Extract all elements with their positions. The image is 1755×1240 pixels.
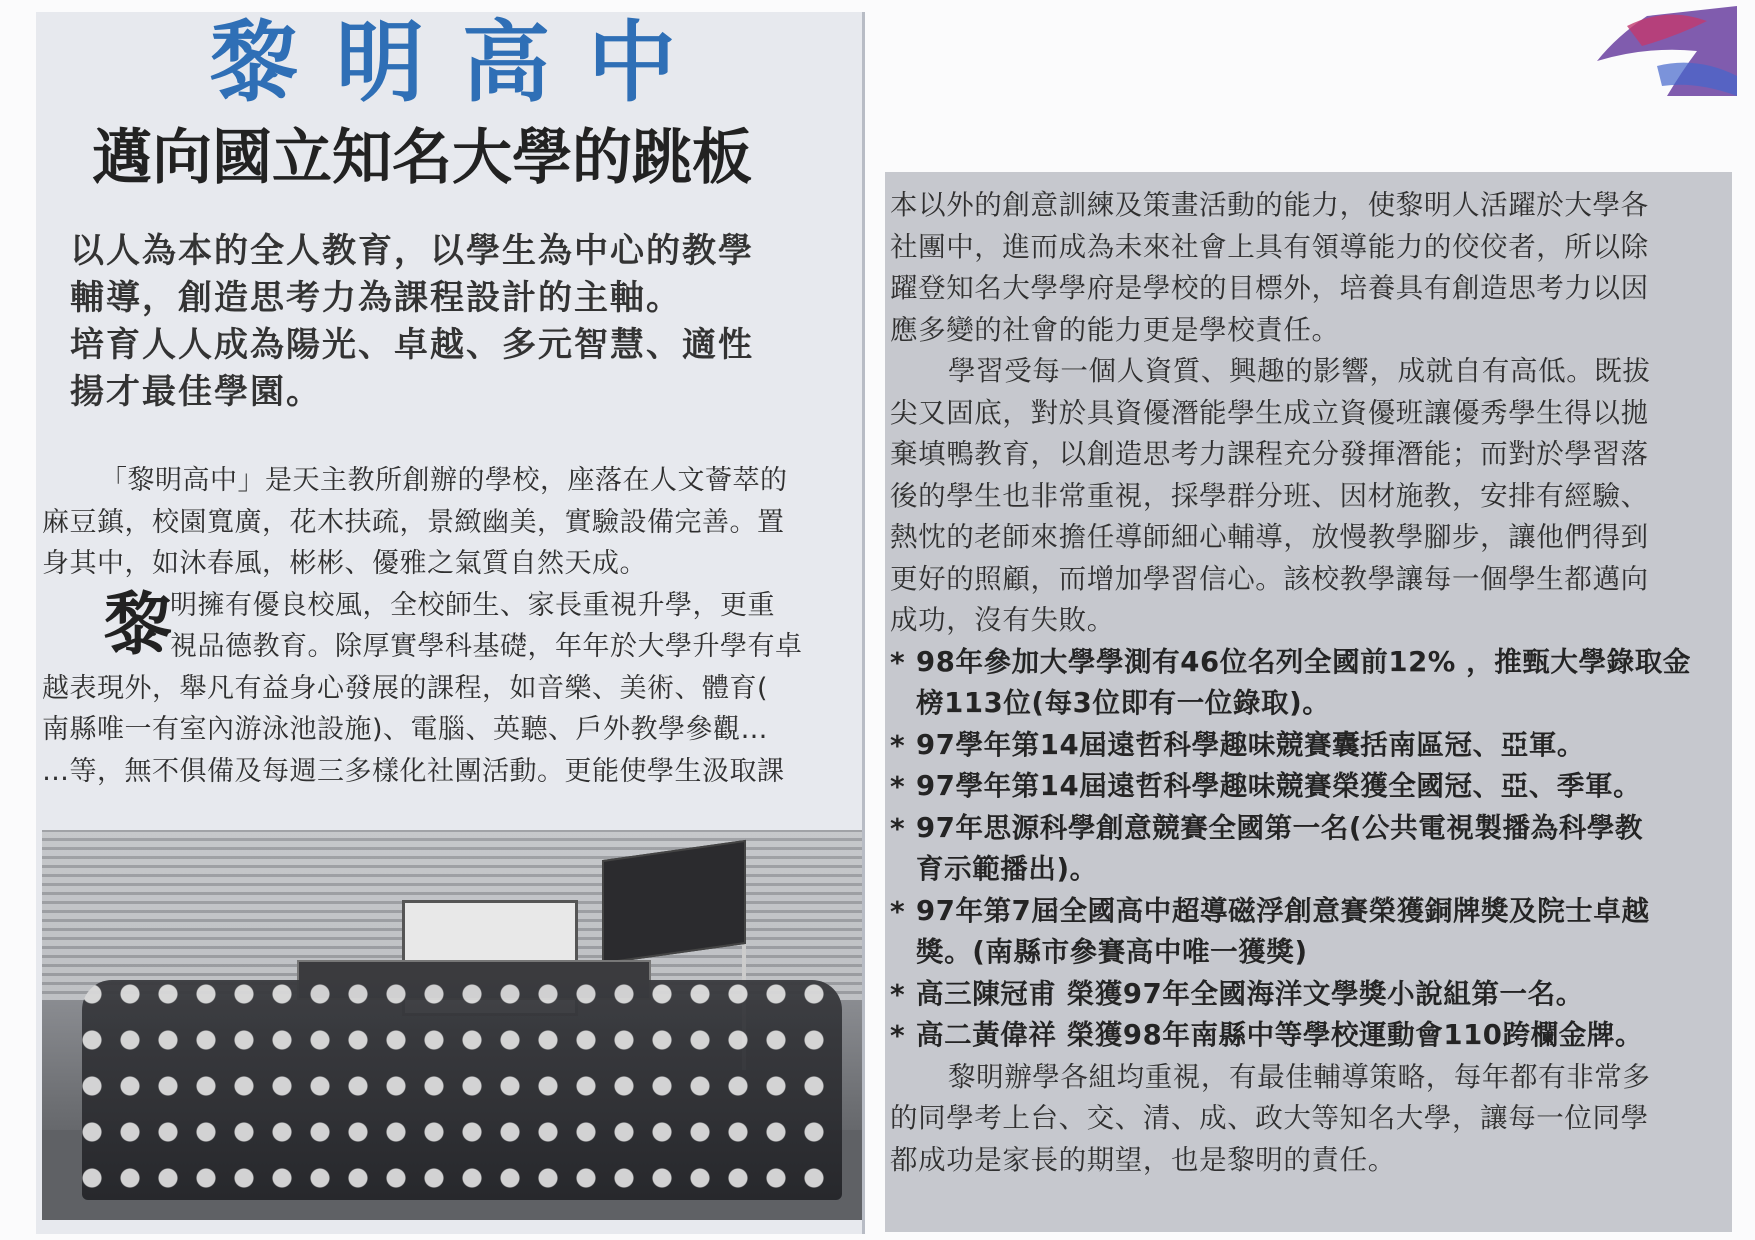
list-item-line: 97學年第14屆遠哲科學趣味競賽榮獲全國冠、亞、季軍。 bbox=[916, 770, 1642, 802]
dropcap-paragraph bbox=[42, 585, 862, 668]
article-line: 本以外的創意訓練及策畫活動的能力，使黎明人活躍於大學各 bbox=[890, 189, 1649, 221]
student-group bbox=[82, 980, 842, 1200]
article-line: 社團中，進而成為未來社會上具有領導能力的佼佼者，所以除 bbox=[890, 230, 1649, 263]
article-line: 南縣唯一有室內游泳池設施)、電腦、英聽、戶外教學參觀… bbox=[42, 714, 769, 745]
article-line: 應多變的社會的能力更是學校責任。 bbox=[890, 313, 1340, 346]
article-line: 「黎明高中」是天主教所創辦的學校，座落在人文薈萃的 bbox=[100, 465, 788, 496]
list-item bbox=[890, 891, 1730, 974]
achievement-list bbox=[890, 642, 1730, 1057]
list-item-line: 98年參加大學學測有46位名列全國前12% ，推甄大學錄取金 bbox=[916, 645, 1691, 678]
article-line: 麻豆鎮，校園寬廣，花木扶疏，景緻幽美，實驗設備完善。置 bbox=[42, 506, 785, 538]
article-line: 棄填鴨教育，以創造思考力課程充分發揮潛能；而對於學習落 bbox=[890, 438, 1649, 470]
bullet-mark: * bbox=[890, 894, 906, 928]
list-item bbox=[890, 974, 1730, 1016]
list-item-line: 97年思源科學創意競賽全國第一名(公共電視製播為科學教 bbox=[916, 811, 1644, 844]
list-item-line: 榜113位(每3位即有一位錄取)。 bbox=[916, 687, 1331, 719]
article-line: 躍登知名大學學府是學校的目標外，培養具有創造思考力以因 bbox=[890, 272, 1649, 304]
motto-line: 揚才最佳學園。 bbox=[70, 372, 322, 412]
article-line: …等，無不俱備及每週三多樣化社團活動。更能使學生汲取課 bbox=[42, 755, 785, 787]
bullet-mark: * bbox=[890, 977, 906, 1011]
masthead-title: 黎明高中 bbox=[210, 10, 715, 114]
dropcap: 黎 bbox=[104, 584, 173, 665]
list-item bbox=[890, 1015, 1730, 1057]
bullet-mark: * bbox=[890, 728, 906, 762]
group-photo bbox=[42, 830, 862, 1220]
motto-line: 培育人人成為陽光、卓越、多元智慧、適性 bbox=[70, 325, 754, 365]
list-item-line: 獎。(南縣市參賽高中唯一獲獎) bbox=[916, 936, 1308, 968]
article-line: 的同學考上台、交、清、成、政大等知名大學，讓每一位同學 bbox=[890, 1102, 1649, 1134]
article-line: 視品德教育。除厚實學科基礎，年年於大學升學有卓 bbox=[170, 631, 803, 662]
bullet-mark: * bbox=[890, 1019, 906, 1052]
article-line: 學習受每一個人資質、興趣的影響，成就自有高低。既拔 bbox=[948, 355, 1651, 387]
flower-ornament-icon bbox=[1587, 6, 1737, 96]
list-item-line: 97年第7屆全國高中超導磁浮創意賽榮獲銅牌獎及院士卓越 bbox=[916, 894, 1650, 927]
article-line: 身其中，如沐春風，彬彬、優雅之氣質自然天成。 bbox=[42, 548, 647, 579]
article-line: 更好的照顧，而增加學習信心。該校教學讓每一個學生都邁向 bbox=[890, 562, 1649, 595]
motto-block bbox=[70, 228, 840, 416]
article-line: 尖又固底，對於具資優潛能學生成立資優班讓優秀學生得以拋 bbox=[890, 396, 1649, 429]
list-item bbox=[890, 766, 1730, 808]
list-item-line: 高二黃偉祥 榮獲98年南縣中等學校運動會110跨欄金牌。 bbox=[916, 1019, 1644, 1051]
list-item bbox=[890, 808, 1730, 891]
motto-line: 以人為本的全人教育，以學生為中心的教學 bbox=[70, 231, 754, 271]
motto-line: 輔導，創造思考力為課程設計的主軸。 bbox=[70, 278, 682, 318]
article-line: 成功，沒有失敗。 bbox=[890, 604, 1115, 636]
list-item-line: 育示範播出)。 bbox=[916, 853, 1098, 885]
list-item-line: 97學年第14屆遠哲科學趣味競賽囊括南區冠、亞軍。 bbox=[916, 728, 1586, 761]
article-line: 熱忱的老師來擔任導師細心輔導，放慢教學腳步，讓他們得到 bbox=[890, 521, 1649, 553]
article-line: 越表現外，舉凡有益身心發展的課程，如音樂、美術、體育( bbox=[42, 672, 769, 704]
article-line: 明擁有優良校風，全校師生、家長重視升學，更重 bbox=[170, 589, 775, 621]
bullet-mark: * bbox=[890, 645, 906, 679]
school-flag bbox=[602, 840, 746, 964]
article-line: 都成功是家長的期望，也是黎明的責任。 bbox=[890, 1143, 1396, 1176]
right-article-body bbox=[890, 185, 1730, 1181]
headline: 邁向國立知名大學的跳板 bbox=[92, 123, 752, 193]
left-article-body bbox=[42, 460, 862, 792]
article-line: 後的學生也非常重視，採學群分班、因材施教，安排有經驗、 bbox=[890, 479, 1649, 512]
list-item bbox=[890, 725, 1730, 767]
article-line: 黎明辦學各組均重視，有最佳輔導策略，每年都有非常多 bbox=[948, 1060, 1651, 1093]
list-item-line: 高三陳冠甫 榮獲97年全國海洋文學獎小說組第一名。 bbox=[916, 977, 1584, 1010]
list-item bbox=[890, 642, 1730, 725]
bullet-mark: * bbox=[890, 770, 906, 803]
bullet-mark: * bbox=[890, 811, 906, 845]
